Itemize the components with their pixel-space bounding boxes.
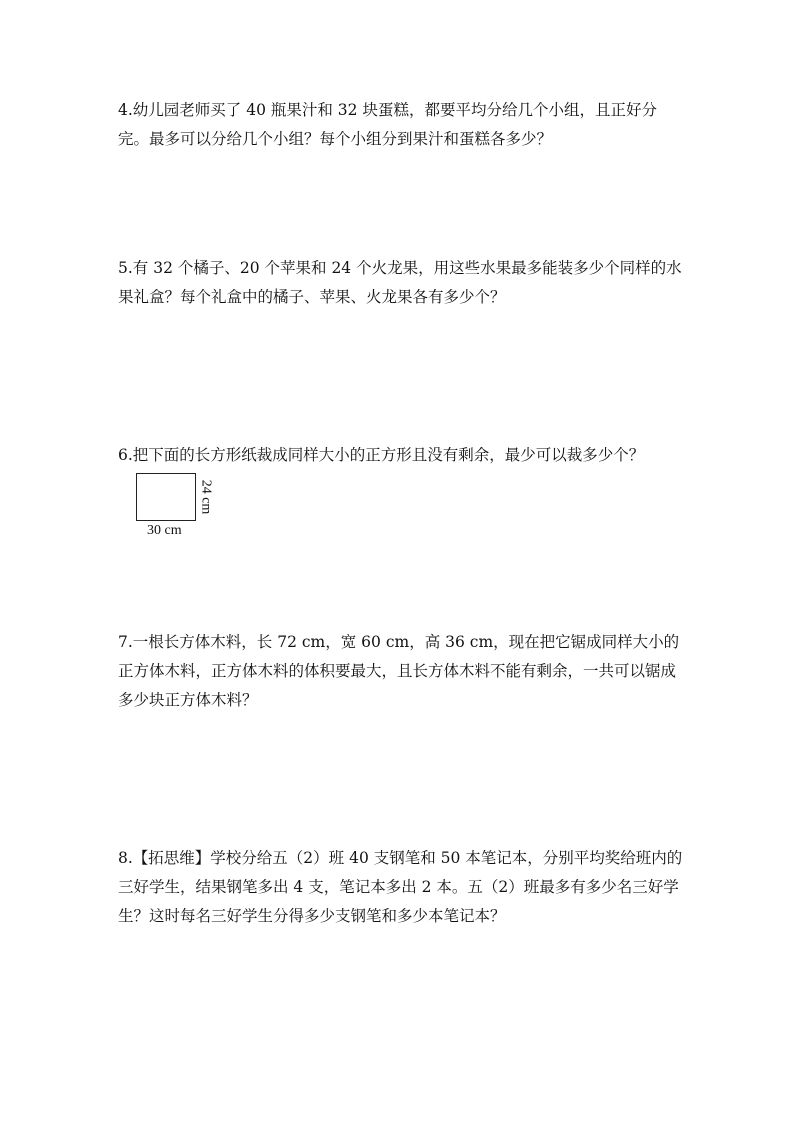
rectangle-figure <box>120 470 230 550</box>
problem-7: 7.一根长方体木料，长 72 cm，宽 60 cm，高 36 cm，现在把它锯成同样大小的正方体木料，正方体木料的体积要最大，且长方体木料不能有剩余，一共可以锯成多少块正方体木料？ <box>118 633 680 709</box>
problem-8: 8.【拓思维】学校分给五（2）班 40 支钢笔和 50 本笔记本，分别平均奖给班内的三好学生，结果钢笔多出 4 支，笔记本多出 2 本。五（2）班最多有多少名三好学生？这时每名三好学生分得多少支钢笔和多少本笔记本？ <box>118 849 683 925</box>
height-label: 24 cm <box>198 479 214 515</box>
width-label: 30 cm <box>147 523 182 538</box>
paper-rectangle <box>136 473 196 521</box>
problem-5: 5.有 32 个橘子、20 个苹果和 24 个火龙果，用这些水果最多能装多少个同样的水果礼盒？每个礼盒中的橘子、苹果、火龙果各有多少个？ <box>118 259 682 306</box>
problem-4: 4.幼儿园老师买了 40 瓶果汁和 32 块蛋糕，都要平均分给几个小组，且正好分完。最多可以分给几个小组？每个小组分到果汁和蛋糕各多少？ <box>118 101 657 148</box>
problem-6: 6.把下面的长方形纸裁成同样大小的正方形且没有剩余，最少可以裁多少个？ <box>118 446 645 464</box>
